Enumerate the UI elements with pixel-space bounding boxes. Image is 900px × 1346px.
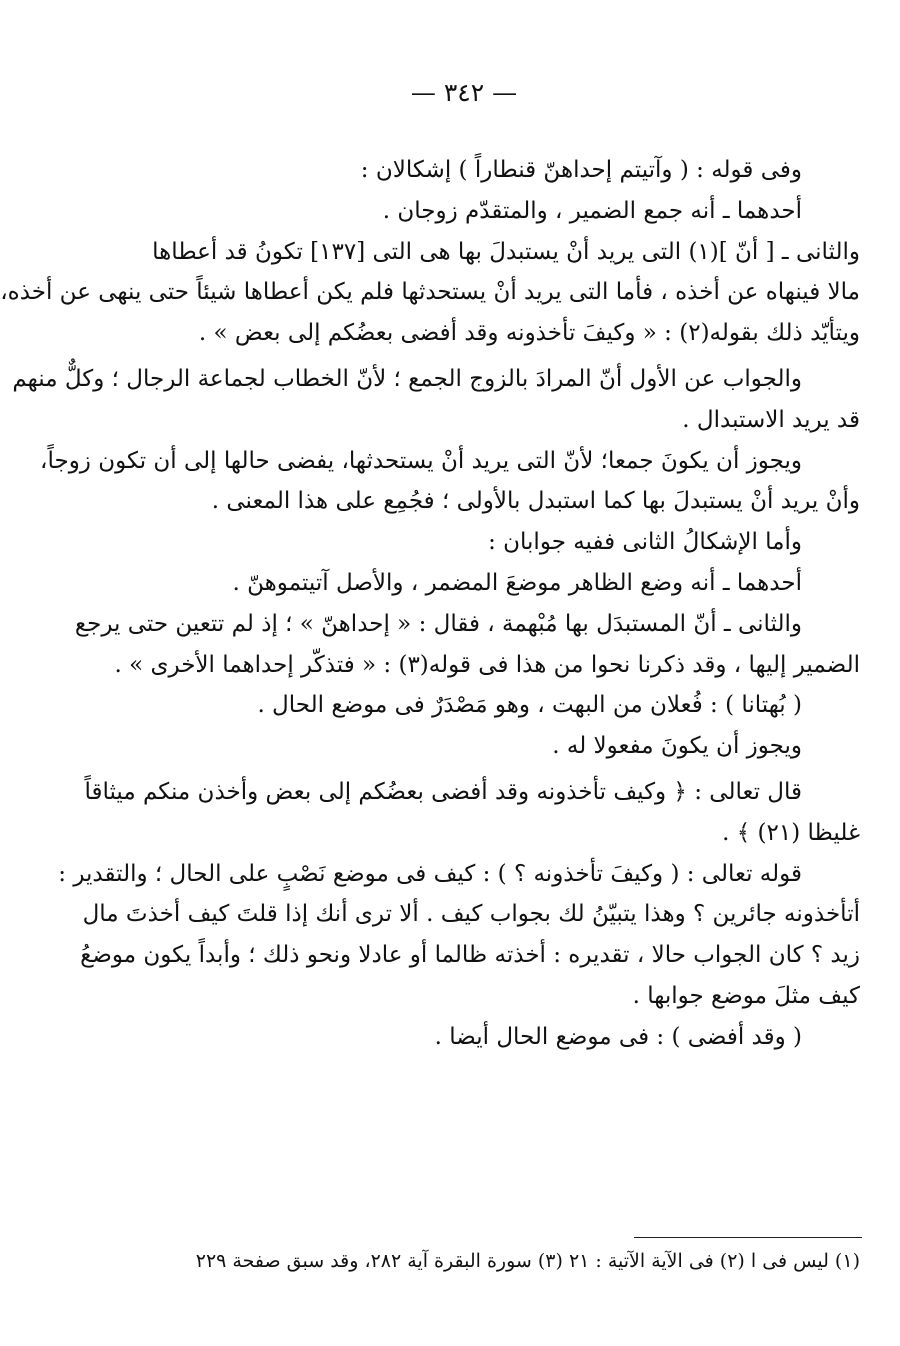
body-line-8: ويجوز أن يكونَ جمعا؛ لأنّ التى يريد أنْ يستحدثها، يفضى حالها إلى أن تكون زوجاً، <box>40 447 802 474</box>
footnotes: (١) ليس فى ا (٢) فى الآية الآتية : ٢١ (٣) سورة البقرة آية ٢٨٢، وقد سبق صفحة ٢٢٩ <box>195 1250 860 1272</box>
body-line-4: مالا فينهاه عن أخذه ، فأما التى يريد أنْ يستحدثها فلم يكن أعطاها شيئاً حتى ينهى عن أخذه، <box>0 279 860 306</box>
page-number: — ٣٤٢ — <box>410 78 518 107</box>
body-line-3: والثانى ـ [ أنّ ](١) التى يريد أنْ يستبدلَ بها هى التى [١٣٧] تكونُ قد أعطاها <box>152 238 860 265</box>
body-line-22: ( وقد أفضى ) : فى موضع الحال أيضا . <box>434 1023 802 1050</box>
body-line-16: قال تعالى : ﴿ وكيف تأخذونه وقد أفضى بعضُكم إلى بعض وأخذن منكم ميثاقاً <box>84 778 802 805</box>
body-line-10: وأما الإشكالُ الثانى ففيه جوابان : <box>488 529 802 556</box>
body-line-6: والجواب عن الأول أنّ المرادَ بالزوج الجمع ؛ لأنّ الخطاب لجماعة الرجال ؛ وكلٌّ منهم <box>12 365 802 392</box>
body-line-9: وأنْ يريد أنْ يستبدلَ بها كما استبدل بالأولى ؛ فجُمِع على هذا المعنى . <box>211 488 860 515</box>
footnote-divider <box>634 1237 862 1238</box>
body-line-11: أحدهما ـ أنه وضع الظاهر موضعَ المضمر ، والأصل آتيتموهنّ . <box>232 569 802 596</box>
body-line-21: كيف مثلَ موضع جوابها . <box>632 982 860 1009</box>
body-line-17: غليظا (٢١) ﴾ . <box>722 819 860 846</box>
body-text <box>0 150 860 1058</box>
body-line-2: أحدهما ـ أنه جمع الضمير ، والمتقدّم زوجان . <box>382 197 802 224</box>
body-line-13: الضمير إليها ، وقد ذكرنا نحوا من هذا فى قوله(٣) : « فتذكّر إحداهما الأخرى » . <box>114 651 860 678</box>
body-line-19: أتأخذونه جائرين ؟ وهذا يتبيّنُ لك بجواب كيف . ألا ترى أنك إذا قلتَ كيف أخذتَ مال <box>82 901 860 928</box>
body-line-7: قد يريد الاستبدال . <box>682 406 860 433</box>
body-line-15: ويجوز أن يكونَ مفعولا له . <box>552 733 802 760</box>
body-line-20: زيد ؟ كان الجواب حالا ، تقديره : أخذته ظالما أو عادلا ونحو ذلك ؛ وأبداً يكون موضعُ <box>80 942 860 969</box>
body-line-14: ( بُهتانا ) : فُعلان من البهت ، وهو مَصْدَرٌ فى موضع الحال . <box>257 692 802 719</box>
body-line-12: والثانى ـ أنّ المستبدَل بها مُبْهمة ، فقال : « إحداهنّ » ؛ إذ لم تتعين حتى يرجع <box>74 610 802 637</box>
body-line-1: وفى قوله : ( وآتيتم إحداهنّ قنطاراً ) إشكالان : <box>360 157 802 183</box>
body-line-5: ويتأيّد ذلك بقوله(٢) : « وكيفَ تأخذونه وقد أفضى بعضُكم إلى بعض » . <box>198 320 860 347</box>
body-line-18: قوله تعالى : ( وكيفَ تأخذونه ؟ ) : كيف فى موضع نَصْبٍ على الحال ؛ والتقدير : <box>58 860 802 887</box>
